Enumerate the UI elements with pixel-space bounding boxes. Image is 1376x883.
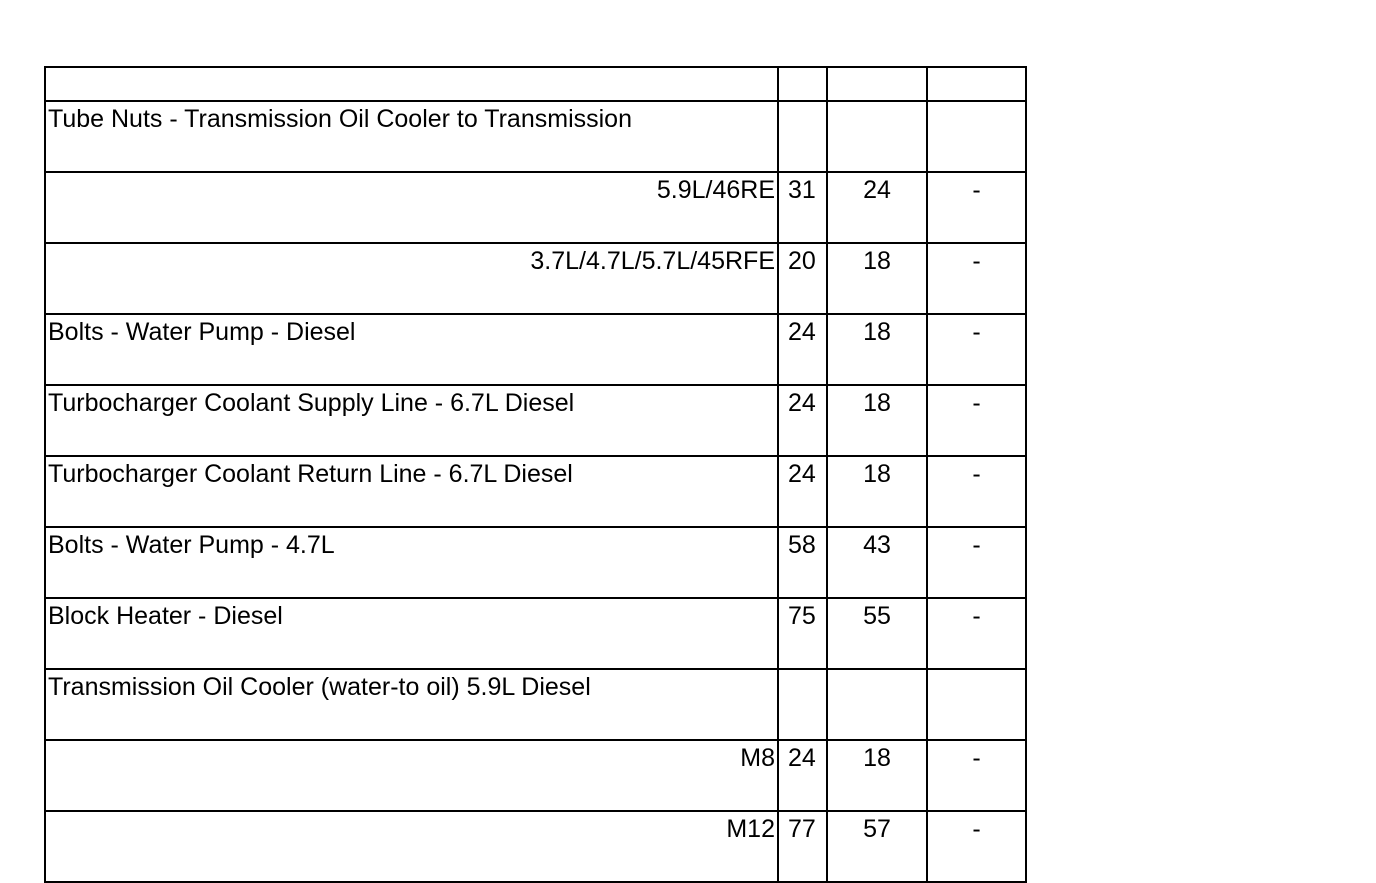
cell-description: 3.7L/4.7L/5.7L/45RFE (45, 243, 778, 314)
cell-torque-nm: 24 (778, 456, 827, 527)
cell-description: Turbocharger Coolant Return Line - 6.7L Diesel (45, 456, 778, 527)
cell-torque-ftlbs: 18 (827, 385, 927, 456)
header-cell-ftlbs (827, 67, 927, 101)
table-row (45, 172, 1026, 243)
table-row (45, 598, 1026, 669)
cell-torque-inlbs: - (927, 314, 1026, 385)
cell-torque-inlbs: - (927, 740, 1026, 811)
cell-torque-ftlbs: 24 (827, 172, 927, 243)
table-row (45, 314, 1026, 385)
cell-torque-inlbs: - (927, 385, 1026, 456)
cell-torque-ftlbs: 18 (827, 243, 927, 314)
cell-torque-ftlbs: 55 (827, 598, 927, 669)
table-row (45, 101, 1026, 172)
cell-torque-nm: 58 (778, 527, 827, 598)
table-row (45, 243, 1026, 314)
cell-torque-ftlbs (827, 101, 927, 172)
cell-torque-nm: 20 (778, 243, 827, 314)
cell-torque-inlbs: - (927, 243, 1026, 314)
cell-torque-ftlbs: 18 (827, 456, 927, 527)
cell-torque-nm: 24 (778, 385, 827, 456)
cell-torque-nm (778, 101, 827, 172)
cell-torque-nm: 31 (778, 172, 827, 243)
table-row (45, 527, 1026, 598)
cell-torque-ftlbs: 18 (827, 314, 927, 385)
cell-description: Block Heater - Diesel (45, 598, 778, 669)
cell-torque-nm: 75 (778, 598, 827, 669)
table-row (45, 669, 1026, 740)
cell-description: M8 (45, 740, 778, 811)
cell-description: M12 (45, 811, 778, 882)
cell-description: Turbocharger Coolant Supply Line - 6.7L Diesel (45, 385, 778, 456)
cell-torque-ftlbs: 18 (827, 740, 927, 811)
cell-torque-inlbs (927, 669, 1026, 740)
cell-description: Transmission Oil Cooler (water-to oil) 5.9L Diesel (45, 669, 778, 740)
cell-torque-nm (778, 669, 827, 740)
table-row (45, 456, 1026, 527)
table-row (45, 385, 1026, 456)
table-body (45, 67, 1026, 882)
table-row (45, 811, 1026, 882)
cell-torque-inlbs: - (927, 172, 1026, 243)
header-cell-inlbs (927, 67, 1026, 101)
header-cell-nm (778, 67, 827, 101)
cell-torque-ftlbs: 57 (827, 811, 927, 882)
cell-torque-inlbs (927, 101, 1026, 172)
cell-torque-ftlbs: 43 (827, 527, 927, 598)
table-row (45, 740, 1026, 811)
cell-description: Bolts - Water Pump - Diesel (45, 314, 778, 385)
cell-description: Bolts - Water Pump - 4.7L (45, 527, 778, 598)
header-cell-description (45, 67, 778, 101)
cell-torque-inlbs: - (927, 527, 1026, 598)
cell-torque-nm: 77 (778, 811, 827, 882)
cell-torque-nm: 24 (778, 740, 827, 811)
cell-description: Tube Nuts - Transmission Oil Cooler to Transmission (45, 101, 778, 172)
cell-description: 5.9L/46RE (45, 172, 778, 243)
cell-torque-inlbs: - (927, 811, 1026, 882)
table-header-row (45, 67, 1026, 101)
cell-torque-ftlbs (827, 669, 927, 740)
cell-torque-inlbs: - (927, 456, 1026, 527)
cell-torque-inlbs: - (927, 598, 1026, 669)
cell-torque-nm: 24 (778, 314, 827, 385)
torque-spec-table (44, 66, 1027, 883)
